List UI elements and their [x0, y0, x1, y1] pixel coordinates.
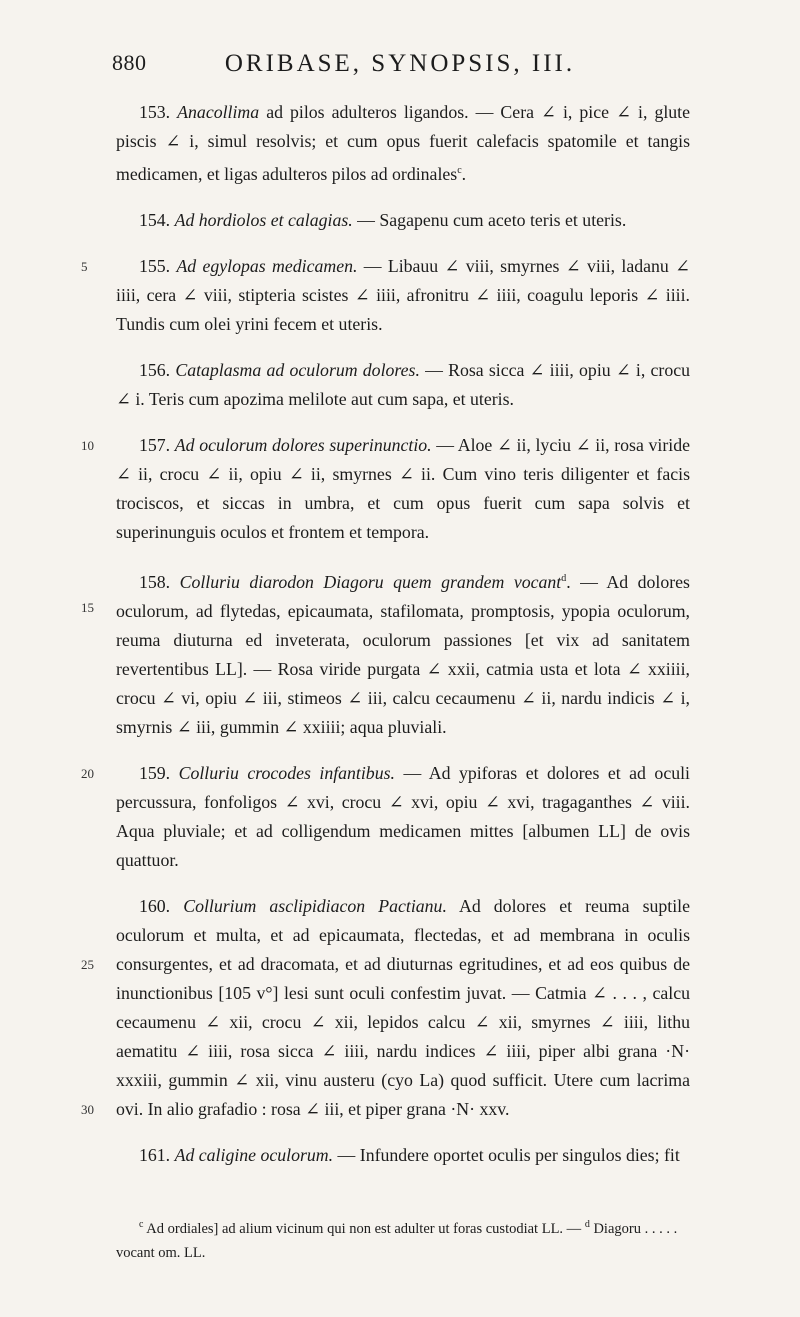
footnotes	[116, 1213, 690, 1265]
line-number: 10	[81, 437, 94, 453]
paragraph-155	[81, 252, 691, 339]
page-number: 880	[112, 50, 147, 75]
paragraph-number: 154.	[139, 209, 171, 230]
paragraph-160	[81, 892, 690, 1124]
paragraph-number: 157.	[139, 434, 171, 455]
paragraph-tail: . — Ad dolores oculorum, ad flytedas, epicaumata, stafilomata, promptosis, ypopia oculorum, reuma diuturna ed inveterata, oculorum passiones [et vix ad sanitatem revertentibus LL]. — Rosa viride purgata ∠ xxii, catmia usta et lota ∠ xxiiii, crocu ∠ vi, opiu ∠ iii, stimeos ∠ iii, calcu cecaumenu ∠ ii, nardu indicis ∠ i, smyrnis ∠ iii, gummin ∠ xxiiii; aqua pluviali.	[116, 571, 690, 737]
paragraph-text: — Infundere oportet oculis per singulos dies; fit	[333, 1144, 680, 1165]
paragraph-title: Cataplasma ad oculorum dolores.	[175, 359, 420, 380]
footnote-text: Ad ordiales] ad alium vicinum qui non est adulter ut foras custodiat LL. —	[143, 1220, 585, 1237]
line-number: 5	[81, 258, 88, 274]
footnote-ref: d	[561, 572, 567, 584]
footnote-text: Diagoru . . . . . vocant om. LL.	[116, 1220, 678, 1261]
paragraph-text: — Sagapenu cum aceto teris et uteris.	[352, 209, 627, 230]
paragraph-title: Ad caligine oculorum.	[174, 1144, 334, 1165]
paragraph-154	[116, 206, 690, 235]
paragraph-text: ad pilos adulteros ligandos. — Cera ∠ i, pice ∠ i, glute piscis ∠ i, simul resolvis; et cum opus fuerit calefacis spatomile et tangis medicamen, et ligas adulteros pilos ad ordinales	[116, 102, 690, 184]
line-number: 30	[81, 1101, 94, 1117]
paragraph-161	[116, 1141, 690, 1170]
paragraph-156	[116, 356, 690, 414]
paragraph-number: 159.	[139, 762, 171, 783]
footnote-mark: c	[139, 1219, 144, 1230]
paragraph-number: 153.	[139, 102, 171, 122]
paragraph-text: — Libauu ∠ viii, smyrnes ∠ viii, ladanu ∠ iiii, cera ∠ viii, stipteria scistes ∠ iiii, afronitru ∠ iiii, coagulu leporis ∠ iiii. Tundis cum olei yrini fecem et uteris.	[116, 255, 691, 334]
line-number: 15	[81, 599, 94, 615]
paragraph-title: Ad egylopas medicamen.	[176, 255, 358, 276]
running-title: ORIBASE, SYNOPSIS, III.	[224, 50, 576, 77]
paragraph-text: — Aloe ∠ ii, lyciu ∠ ii, rosa viride ∠ ii, crocu ∠ ii, opiu ∠ ii, smyrnes ∠ ii. Cum vino teris diligenter et facis trociscos, et siccas in umbra, et cum opus fuerit cum sapa solvis et superinunguis oculos et frontem et tempora.	[116, 434, 690, 542]
paragraph-text: — Ad ypiforas et dolores et ad oculi percussura, fonfoligos ∠ xvi, crocu ∠ xvi, opiu ∠ xvi, tragaganthes ∠ viii. Aqua pluviale; et ad colligendum medicamen mittes [albumen LL] de ovis quattuor.	[116, 762, 690, 870]
footnote-line	[116, 1213, 690, 1265]
paragraph-157	[81, 431, 690, 547]
paragraph-159	[81, 759, 690, 875]
paragraph-153	[116, 98, 690, 189]
paragraph-number: 160.	[139, 895, 171, 916]
footnote-mark: d	[584, 1219, 590, 1230]
body-text	[81, 98, 691, 1187]
paragraph-text: Ad dolores et reuma suptile oculorum et multa, et ad epicaumata, flectedas, et ad membrana in oculis consurgentes, et ad dracomata, et ad diuturnas egritudines, et ad eos quibus de inunctionibus [105 v°] lesi sunt oculi confestim juvat. — Catmia ∠ . . . , calcu cecaumenu ∠ xii, crocu ∠ xii, lepidos calcu ∠ xii, smyrnes ∠ iiii, lithu aematitu ∠ iiii, rosa sicca ∠ iiii, nardu indices ∠ iiii, piper albi grana ·N· xxxiii, gummin ∠ xii, vinu austeru (cyo La) quod sufficit. Utere cum lacrima ovi. In alio grafadio : rosa ∠ iii, et piper grana ·N· xxv.	[116, 895, 690, 1119]
footnote-ref: c	[457, 165, 462, 176]
line-number: 20	[81, 765, 94, 781]
paragraph-title: Ad oculorum dolores superinunctio.	[174, 434, 432, 455]
paragraph-number: 156.	[139, 359, 171, 380]
paragraph-number: 155.	[139, 255, 171, 276]
paragraph-158	[81, 564, 690, 742]
line-number: 25	[81, 956, 94, 972]
paragraph-title: Anacollima	[177, 102, 260, 122]
paragraph-title: Ad hordiolos et calagias.	[174, 209, 353, 230]
paragraph-title: Colluriu diarodon Diagoru quem grandem vocant	[179, 571, 562, 592]
paragraph-number: 161.	[139, 1144, 171, 1165]
paragraph-number: 158.	[139, 571, 171, 592]
paragraph-title: Collurium asclipidiacon Pactianu.	[183, 895, 447, 916]
paragraph-title: Colluriu crocodes infantibus.	[178, 762, 395, 783]
paragraph-tail: .	[461, 163, 467, 184]
paragraph-text: — Rosa sicca ∠ iiii, opiu ∠ i, crocu ∠ i. Teris cum apozima melilote aut cum sapa, et uteris.	[116, 359, 690, 409]
page-header	[0, 50, 800, 90]
